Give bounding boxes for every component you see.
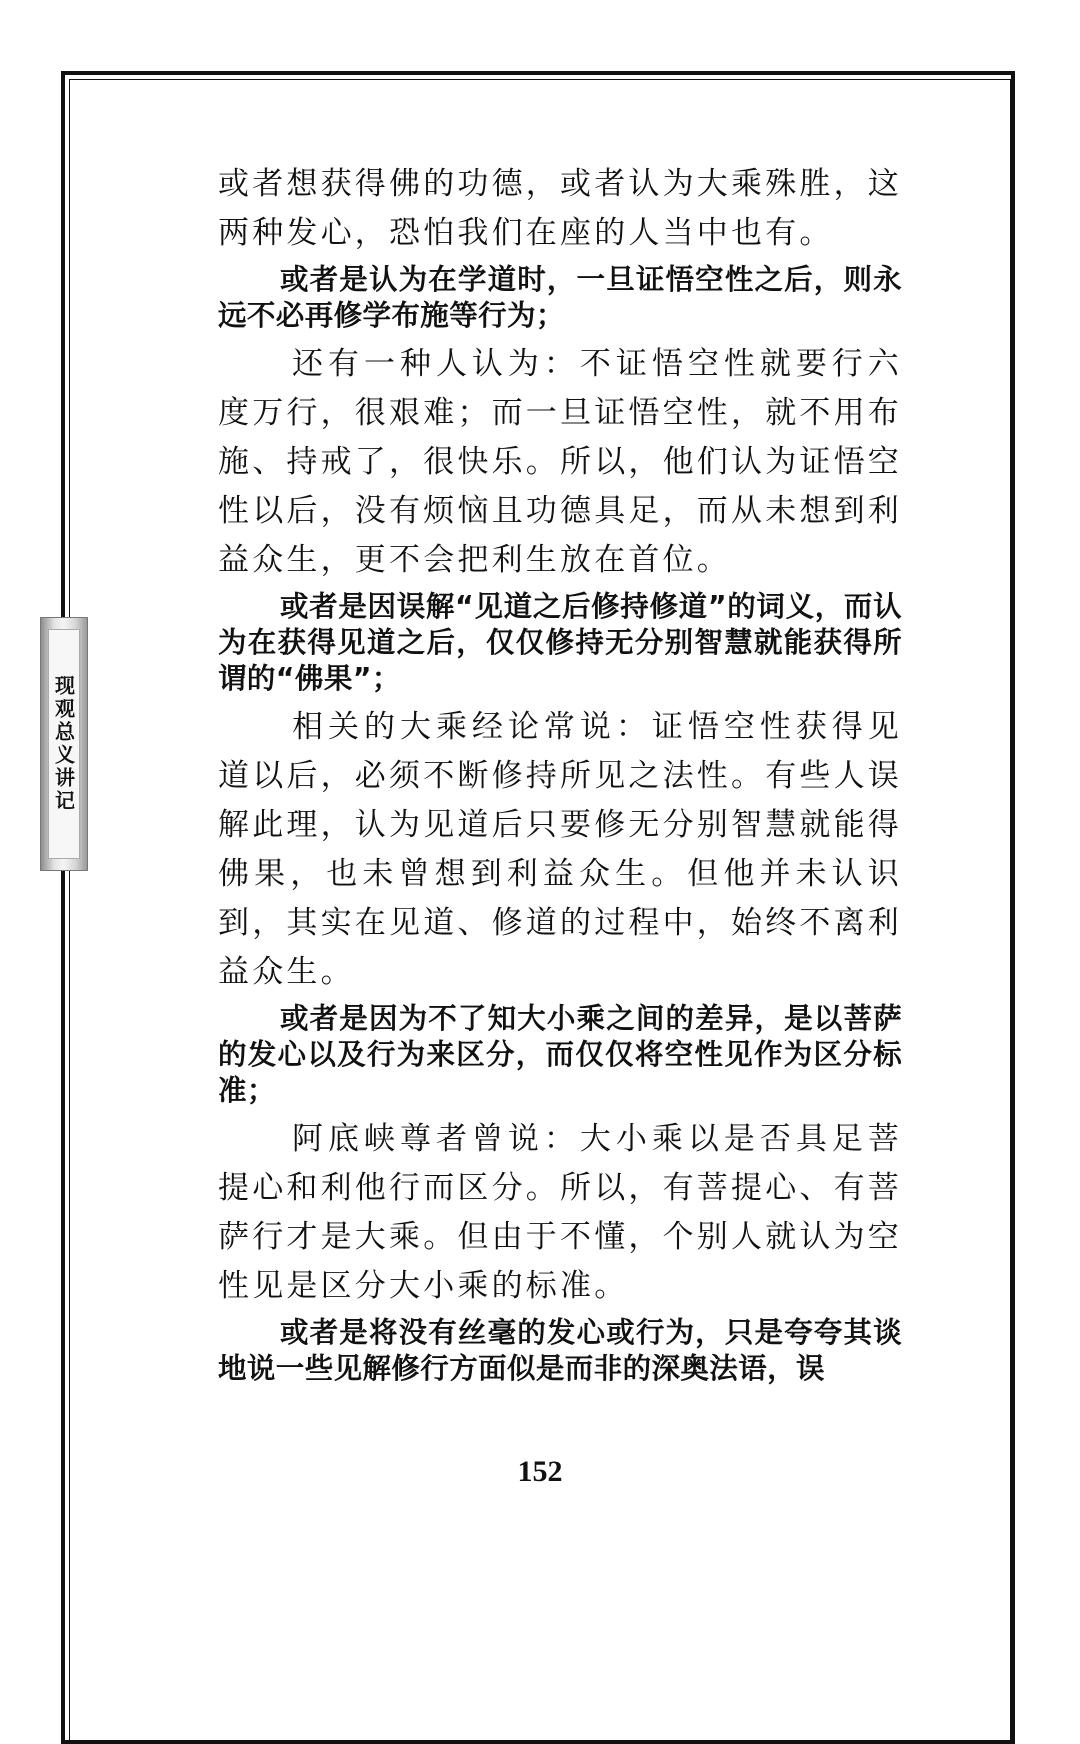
paragraph-7: 阿底峡尊者曾说：大小乘以是否具足菩提心和利他行而区分。所以，有菩提心、有菩萨行才是大乘。但由于不懂，个别人就认为空性见是区分大小乘的标准。 [218,1121,902,1304]
paragraph-1: 或者想获得佛的功德，或者认为大乘殊胜，这两种发心，恐怕我们在座的人当中也有。 [218,166,902,251]
page-number: 152 [517,1455,563,1488]
paragraph-8: 或者是将没有丝毫的发心或行为，只是夸夸其谈地说一些见解修行方面似是而非的深奥法语，误 [218,1316,902,1385]
side-tab [40,617,88,871]
paragraph-4: 或者是因误解“见道之后修持修道”的词义，而认为在获得见道之后，仅仅修持无分别智慧就能获得所谓的“佛果”； [218,590,902,695]
paragraph-6: 或者是因为不了知大小乘之间的差异，是以菩萨的发心以及行为来区分，而仅仅将空性见作为区分标准； [218,1002,902,1107]
side-tab-panel [48,629,80,859]
paragraph-3: 还有一种人认为：不证悟空性就要行六度万行，很艰难；而一旦证悟空性，就不用布施、持戒了，很快乐。所以，他们认为证悟空性以后，没有烦恼且功德具足，而从未想到利益众生，更不会把利生放在首位。 [218,346,902,578]
body-text [218,160,902,1387]
paragraph-2: 或者是认为在学道时，一旦证悟空性之后，则永远不必再修学布施等行为； [218,263,902,332]
paragraph-5: 相关的大乘经论常说：证悟空性获得见道以后，必须不断修持所见之法性。有些人误解此理，认为见道后只要修无分别智慧就能得佛果，也未曾想到利益众生。但他并未认识到，其实在见道、修道的过程中，始终不离利益众生。 [218,709,902,990]
side-tab-label: 现观总义讲记 [51,675,76,813]
